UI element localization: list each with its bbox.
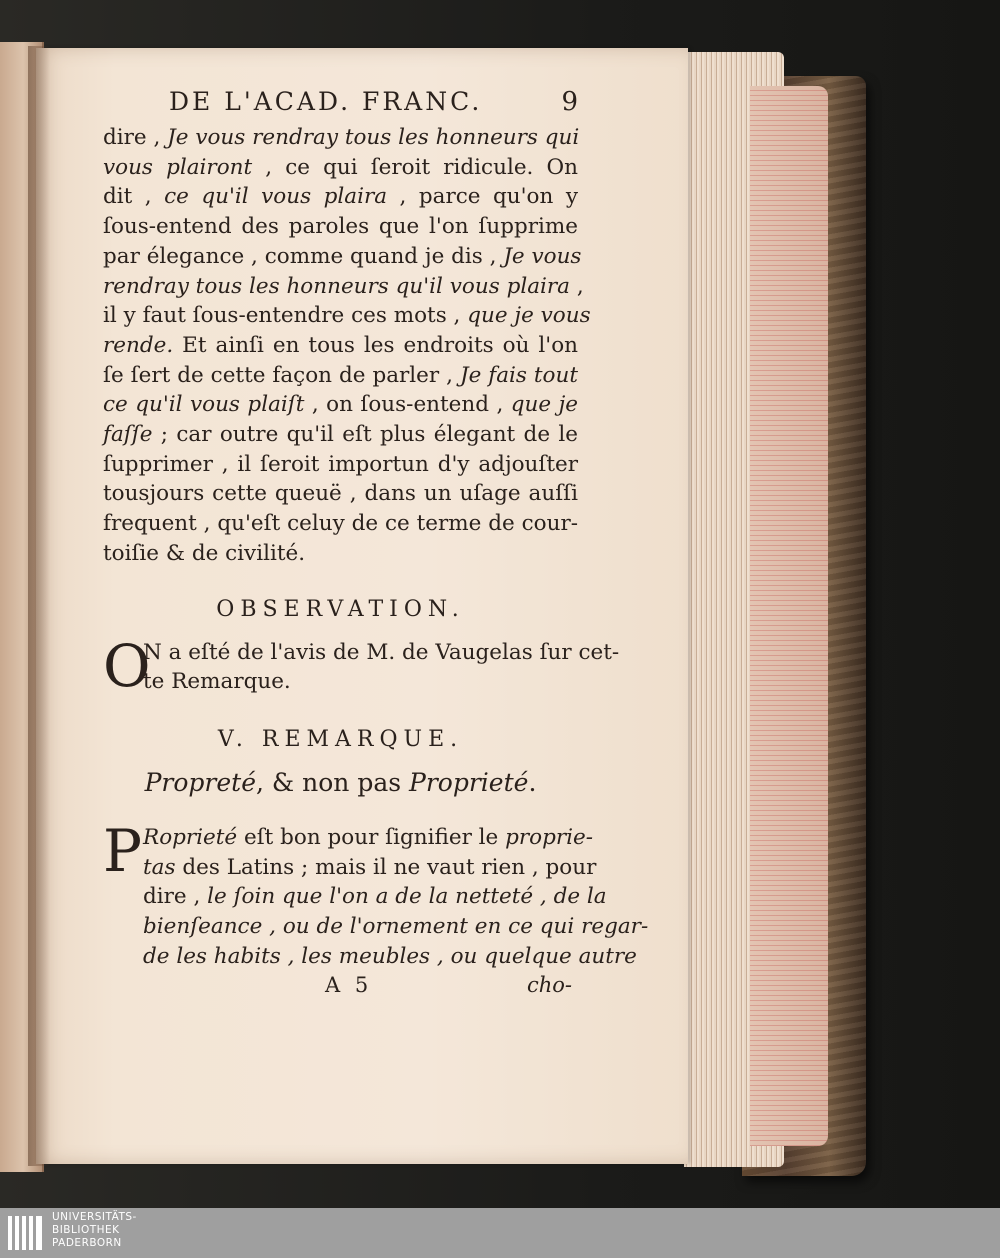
text-run: dit , xyxy=(103,184,165,210)
text-line xyxy=(103,272,584,302)
text-line xyxy=(143,823,594,853)
text-line xyxy=(103,479,578,509)
red-speckled-edges xyxy=(750,86,828,1146)
library-name-line: PADERBORN xyxy=(52,1237,122,1249)
page-footer xyxy=(103,973,578,1005)
text-run: que je xyxy=(510,392,578,418)
running-head: DE L'ACAD. FRANC. xyxy=(169,87,483,116)
text-run: frequent , qu'eſt celuy de ce terme de cour- xyxy=(103,511,578,537)
text-run: que je vous xyxy=(467,303,591,329)
text-line xyxy=(103,123,578,153)
text-run: le ſoin que l'on a de la netteté , de la xyxy=(207,884,607,910)
text-line xyxy=(103,390,578,420)
text-run: Je fais tout xyxy=(459,362,578,388)
remarque-paragraph xyxy=(103,816,649,972)
text-run: rende. xyxy=(103,332,174,358)
title-run: , & non pas xyxy=(256,767,410,797)
text-run: toiſie & de civilité. xyxy=(103,540,306,566)
paragraph-1 xyxy=(103,123,591,569)
text-run: ſe ſert de cette façon de parler , xyxy=(103,362,460,388)
text-run: vous plairont xyxy=(103,154,253,180)
text-run: , xyxy=(570,273,584,299)
text-line xyxy=(143,882,607,912)
text-run: proprie- xyxy=(505,824,594,850)
text-run: , on ſous-entend , xyxy=(304,392,511,418)
text-run: , parce qu'on y xyxy=(387,184,578,210)
remarque-heading: V. REMARQUE. xyxy=(217,726,464,752)
text-line xyxy=(103,331,578,361)
text-line xyxy=(143,912,649,942)
text-run: tousjours cette queuë , dans un uſage auſſi xyxy=(103,481,578,507)
text-run: rendray tous les honneurs qu'il vous plaira xyxy=(103,273,570,299)
text-run: ce qu'il vous plaiſt xyxy=(103,392,305,418)
observation-drop-cap: O xyxy=(103,631,151,700)
text-line xyxy=(103,509,578,539)
text-run: des Latins ; mais il ne vaut rien , pour xyxy=(175,854,597,880)
text-run: ſous-entend des paroles que l'on ſupprime xyxy=(103,214,578,240)
text-run: bienſeance , ou de l'ornement en ce qui regar- xyxy=(143,914,649,940)
text-run: dire , xyxy=(103,125,168,150)
page-content xyxy=(103,87,649,1005)
library-name-line: BIBLIOTHEK xyxy=(52,1224,120,1236)
text-run: dire , xyxy=(143,884,208,910)
observation-heading: OBSERVATION. xyxy=(216,596,465,622)
title-run: Proprieté xyxy=(409,767,529,797)
text-run: Et ainſi en tous les endroits où l'on xyxy=(173,332,578,358)
text-run: de les habits , les meubles , ou quelque autre xyxy=(143,943,637,969)
signature-mark: A 5 xyxy=(325,973,373,998)
text-line xyxy=(103,153,578,183)
text-run: , ce qui ſeroit ridicule. On xyxy=(252,154,578,180)
text-line xyxy=(143,853,597,883)
library-name-line: UNIVERSITÄTS- xyxy=(52,1211,137,1223)
observation-line: te Remarque. xyxy=(143,669,291,695)
gutter-shadow xyxy=(28,46,50,1166)
text-run: eſt bon pour ſignifier le xyxy=(237,824,506,850)
text-run: Roprieté xyxy=(143,824,238,850)
remarque-title xyxy=(103,768,578,797)
text-run: par élegance , comme quand je dis , xyxy=(103,243,504,269)
library-banner xyxy=(0,1208,1000,1258)
observation-line: N a eſté de l'avis de M. de Vaugelas ſur cet- xyxy=(143,639,620,665)
text-run: il y faut ſous-entendre ces mots , xyxy=(103,303,468,329)
remarque-drop-cap: P xyxy=(103,816,143,885)
text-line xyxy=(103,450,578,480)
text-line xyxy=(103,539,578,569)
text-run: Je vous rendray tous les honneurs qui xyxy=(167,125,580,150)
text-run: ſupprimer , il ſeroit importun d'y adjouſter xyxy=(103,451,578,477)
library-name xyxy=(52,1211,137,1250)
text-line xyxy=(103,182,578,212)
text-line xyxy=(103,212,578,242)
running-header xyxy=(169,87,578,117)
text-run: ce qu'il vous plaira xyxy=(164,184,388,210)
text-line xyxy=(103,301,591,331)
library-logo-icon xyxy=(8,1216,44,1250)
page-number: 9 xyxy=(561,87,578,117)
text-run: ; car outre qu'il eſt plus élegant de le xyxy=(152,422,578,448)
text-line xyxy=(143,942,637,972)
catchword: cho- xyxy=(526,973,572,998)
text-run: Je vous xyxy=(503,243,582,269)
title-run: Propreté xyxy=(144,767,257,797)
title-run: . xyxy=(528,767,537,797)
text-line xyxy=(103,361,578,391)
text-line xyxy=(103,420,578,450)
text-run: tas xyxy=(143,854,176,880)
text-line xyxy=(103,242,582,272)
observation-paragraph xyxy=(103,631,620,700)
text-run: faſſe xyxy=(103,422,153,448)
